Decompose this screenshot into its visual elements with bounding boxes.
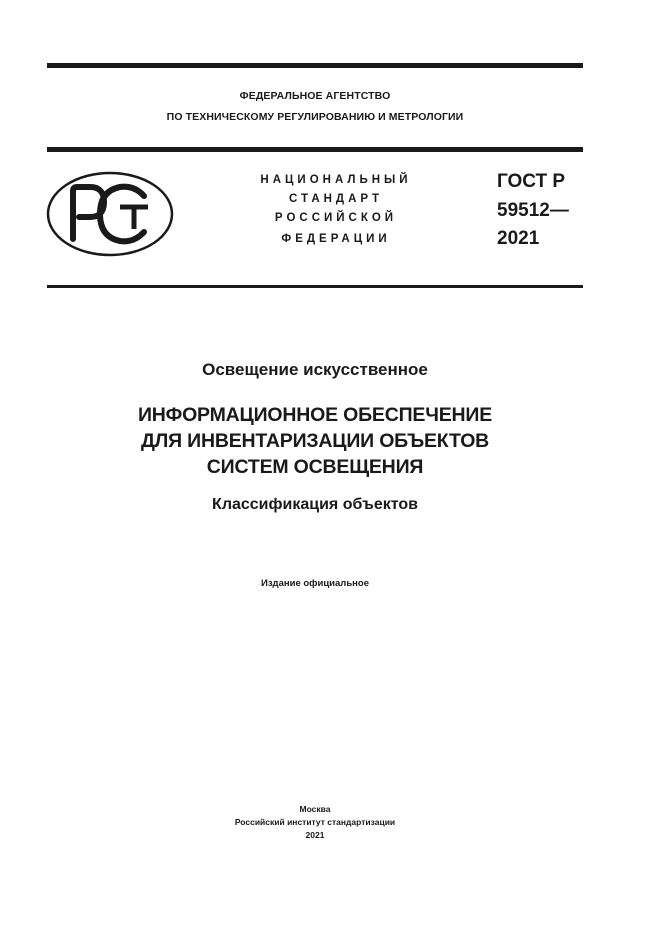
edition-label: Издание официальное — [261, 578, 369, 589]
imprint-publisher: Российский институт стандартизации — [234, 817, 396, 827]
title-main-line-1: ИНФОРМАЦИОННОЕ ОБЕСПЕЧЕНИЕ — [137, 404, 493, 426]
title-main-line-2: ДЛЯ ИНВЕНТАРИЗАЦИИ ОБЪЕКТОВ — [140, 430, 490, 452]
imprint-city: Москва — [299, 804, 331, 814]
title-group: Освещение искусственное — [202, 360, 428, 379]
subtitle: Классификация объектов — [212, 496, 418, 513]
standard-type-line-4: ФЕДЕРАЦИИ — [281, 233, 391, 245]
standard-type-line-3: РОССИЙСКОЙ — [274, 212, 398, 224]
imprint-year: 2021 — [305, 830, 325, 840]
top-rule — [47, 63, 583, 68]
agency-line-1: ФЕДЕРАЛЬНОЕ АГЕНТСТВО — [239, 90, 391, 102]
designation-line-1: ГОСТ Р — [497, 171, 566, 192]
designation-line-3: 2021 — [497, 228, 540, 249]
standard-type-line-2: СТАНДАРТ — [289, 193, 383, 205]
lower-rule — [47, 285, 583, 288]
agency-line-2: ПО ТЕХНИЧЕСКОМУ РЕГУЛИРОВАНИЮ И МЕТРОЛОГИИ — [166, 111, 464, 123]
title-main — [0, 402, 630, 480]
designation-line-2: 59512— — [497, 200, 569, 221]
title-main-line-3: СИСТЕМ ОСВЕЩЕНИЯ — [206, 456, 424, 478]
middle-rule — [47, 147, 583, 152]
standard-type-line-1: НАЦИОНАЛЬНЫЙ — [260, 174, 412, 186]
gost-r-logo-icon — [46, 171, 174, 257]
